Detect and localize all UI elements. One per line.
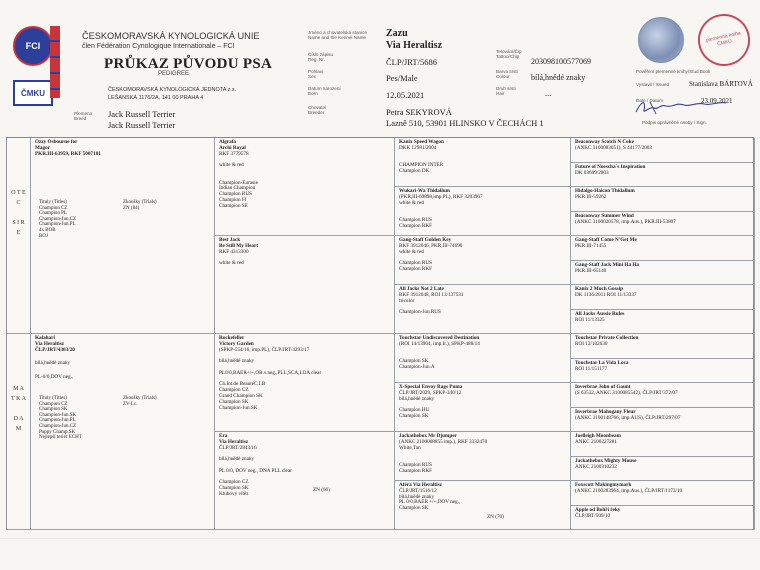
cell-line: Champion SK	[219, 398, 249, 405]
cell-line: CHAMPION INTER	[399, 162, 444, 169]
issue-date: 23.09.2021	[701, 97, 733, 105]
cell-line: Champion HU	[399, 407, 430, 414]
tattoo-label: Tetování/Čip Tattoo/Chip	[496, 49, 522, 59]
cell-line: Champion SK	[399, 505, 429, 512]
breed-line-1: Jack Russell Terrier	[108, 109, 176, 119]
breed-line-2: Jack Russell Terrier	[108, 120, 176, 130]
org-name: ČESKOMORAVSKÁ KYNOLOGICKÁ UNIE	[82, 31, 260, 41]
cell-line: Beaconway Scotch N Coke	[575, 139, 634, 145]
cell-line: Champion-Jun.RUS	[399, 309, 441, 316]
cell-line: Champion RKF	[399, 265, 433, 272]
cell-line: Inverbrae John of Gaunt	[575, 384, 631, 390]
cell-line: Champion DK	[399, 167, 430, 174]
cell-line: Foxscott Makingmymark	[575, 482, 632, 488]
cell-line: Klubový vítěz	[219, 490, 249, 497]
cell-line: bílá,hnědé znaky	[399, 395, 435, 402]
name-label: Jméno a chovatelská stanice Name and the Kennel Name	[308, 30, 367, 40]
gen4-cell	[571, 236, 755, 261]
great-grandparent-cell	[395, 236, 571, 285]
gen4-cell	[571, 310, 755, 334]
dam-color: bílá,hnědé znaky	[35, 360, 71, 367]
cell-line: Champion CZ	[219, 479, 249, 486]
cell-line: (ROI 14/13904, imp.Ir.), SPKP-488/14	[399, 340, 480, 347]
cell-line: PKR.III-59262	[575, 193, 607, 200]
dam-exams: Zkoušky (Trials) ZV-I.c.	[123, 396, 157, 407]
cell-line: Champion FI	[219, 196, 247, 203]
color-label: Barva srsti Colour	[496, 69, 518, 79]
gen4-cell	[571, 334, 755, 359]
org-member: člen Fédération Cynologique Internationale – FCI	[82, 43, 235, 50]
cell-line: X-Special Envoy Rags Puma	[399, 384, 463, 390]
cell-line: ČLP/JRT/2843/16	[219, 444, 257, 451]
cell-line: Champion SE	[219, 202, 248, 209]
color-value: bílá,hnědé znaky	[531, 73, 586, 82]
cell-line: Champion-Jun.SK	[219, 404, 258, 411]
cell-line: bílá,hnědé znaky	[399, 493, 435, 500]
cell-line: Beaconway Summer Wind	[575, 213, 634, 219]
cell-line: Best Jack	[219, 237, 241, 243]
breed-label: Plemeno Breed	[74, 111, 93, 121]
dog-name	[386, 28, 442, 52]
cell-line: Apple od Bohří řeky	[575, 507, 621, 513]
fold-line	[0, 538, 760, 539]
cell-line: Future of Noescha´s Inspiration	[575, 164, 646, 170]
cell-line: Grand Champion SK	[219, 392, 263, 399]
cell-line: (S 63532, ANKC 3100085542), ČLP/JRT/372/07	[575, 389, 678, 396]
jednota-line1: ČESKOMORAVSKÁ KYNOLOGICKÁ JEDNOTA z.s.	[108, 87, 237, 93]
cell-line: Victory Garden	[219, 340, 254, 347]
cell-line: bílá,hnědé znaky	[219, 456, 255, 463]
official-stamp: plemenná kniha ČMKU	[693, 9, 755, 71]
cell-line: White,Tan	[399, 444, 421, 451]
cell-line: (SPKP-554/16, imp.PL), ČLP/JRT/4293/17	[219, 346, 310, 353]
cell-line: PKR.III-71455	[575, 242, 607, 249]
cell-line: RKF 3912048, ROI 13/137531	[399, 291, 464, 298]
dob-label: Datum narození Born	[308, 86, 341, 96]
cell-line: DKK 12981/2004	[399, 144, 437, 151]
doc-subtitle: PEDIGREE	[158, 71, 190, 77]
cell-line: Champion RKF	[399, 222, 433, 229]
cell-line: Champion SK	[219, 485, 249, 492]
hologram-seal	[638, 17, 684, 63]
cell-line: Champion SK	[399, 412, 429, 419]
cell-line: PL 0/0, DOV neg., DNA PLL clear	[219, 467, 292, 474]
reg-value: ČLP/JRT/5686	[386, 57, 437, 67]
cell-line: ROI 11/151177	[575, 365, 608, 372]
cell-line: Kanix Speed Wagon	[399, 139, 444, 145]
cell-line: Era	[219, 433, 228, 439]
signature-label: Podpis oprávněné osoby / Sign.	[642, 120, 707, 125]
gen4-cell	[571, 212, 755, 236]
gen4-cell	[571, 261, 755, 285]
breeder-address: Lazně 510, 53901 HLINSKO V ČECHÁCH 1	[386, 118, 544, 128]
grandparent-cell	[215, 138, 395, 236]
cell-line: Rockefeller	[219, 335, 245, 341]
pedigree-table	[6, 137, 754, 530]
great-grandparent-text	[399, 483, 566, 512]
cell-line: (PKR,III-69898,imp.PL), RKF 3203967	[399, 193, 483, 200]
cell-line: Champion RUS	[219, 191, 253, 198]
great-grandparent-cell	[395, 383, 571, 432]
cell-line: ČLP/JRT/1516/12	[399, 487, 437, 494]
gen4-cell	[571, 481, 755, 506]
great-grandparent-cell	[395, 334, 571, 383]
reg-label: Číslo zápisu Reg. Nr.	[308, 52, 334, 62]
sire-titles: Tituly (Titles) Champion CZ Champion PL Champion-Jun.CZ Champion-Jun.PL 4x BOB BOJ	[39, 200, 77, 239]
cell-line: Champion RUS	[399, 260, 433, 267]
sex-value: Pes/Male	[386, 73, 418, 83]
stud-book-label: Pověření plemenné knihy/Stud Book	[636, 69, 711, 74]
signature	[632, 96, 732, 118]
cell-line: Jackathebox Mr Djumper	[399, 433, 457, 439]
sire-name: Ozzy Osbourne for Magor PKR.III-63959, RKF 5007181	[35, 139, 101, 157]
sire-exams: Zkoušky (Trials) ZN (84)	[123, 200, 157, 211]
cell-line: tricolor	[399, 297, 415, 304]
dob-value: 12.05.2021	[386, 90, 425, 100]
gen4-cell	[571, 408, 755, 432]
cell-line: Champion SK	[399, 358, 429, 365]
great-grandparent-cell	[395, 187, 571, 236]
cell-line: RKF 4313300	[219, 248, 249, 255]
cell-line: Touchstar Undiscovered Destination	[399, 335, 480, 341]
great-grandparent-extra: ZN (70)	[487, 514, 504, 520]
cell-line: Be Still My Heart	[219, 242, 259, 249]
gen4-cell	[571, 432, 755, 457]
cell-line: Champion-Eurasie	[219, 179, 258, 186]
cell-line: Ch.Int.de BeautéC.I.B	[219, 381, 266, 388]
great-grandparent-cell	[395, 285, 571, 334]
gen4-cell	[571, 359, 755, 383]
cell-line: ČLP/JRT/509/10	[575, 512, 611, 519]
cell-line: bílá,hnědé znaky	[219, 358, 255, 365]
sire-side-label: O T E C S I R E	[7, 138, 31, 334]
sex-label: Pohlaví Sex	[308, 69, 324, 79]
cell-line: ROI 12/102630	[575, 340, 608, 347]
gen4-cell	[571, 187, 755, 212]
cell-line: (ANKC 3100148766, imp.AUS), ČLP/JRT/297/07	[575, 414, 681, 421]
cell-line: ROI 11/13325	[575, 316, 605, 323]
grandparent-cell	[215, 432, 395, 530]
hair-value: ...	[545, 88, 552, 98]
gen4-cell	[571, 138, 755, 163]
cell-line: Archi Royal	[219, 144, 246, 151]
cell-line: Gang-Staff Come N'Get Me	[575, 237, 637, 243]
cmku-logo: ČMKU	[13, 80, 53, 106]
dam-name: Kalahari Via Heraltisz ČLP/JRT/4303/20	[35, 335, 75, 353]
cell-line: DK 1136/2011 ROI 11/13337	[575, 291, 637, 298]
great-grandparent-cell	[395, 138, 571, 187]
cell-line: Champion-Jun.A	[399, 363, 435, 370]
dam-side-label: M A T K A D A M	[7, 334, 31, 530]
great-grandparent-cell	[395, 432, 571, 481]
cell-line: ČLP/JRT/2029, SPKP-340/12	[399, 389, 462, 396]
cell-line: Joelleigh Moonbeam	[575, 433, 621, 439]
cell-line: Inverbrae Mahogany Fleur	[575, 409, 636, 415]
sire-cell	[31, 138, 215, 334]
cell-line: ANKC 2100227281	[575, 438, 617, 445]
cell-line: Via Heraltisz	[219, 438, 249, 445]
cell-line: Algrafa	[219, 139, 236, 145]
fold-line	[0, 137, 760, 138]
cell-line: Hidalgo-Haicon Thidallum	[575, 188, 635, 194]
issued-by: Stanislava BÁRTOVÁ	[689, 80, 753, 88]
cell-line: (ANKC 3100020578, imp.Aus.), PKR.III-53807	[575, 218, 676, 225]
jednota-line2: LEŠANSKÁ 1176/2A, 141 00 PRAHA 4	[108, 95, 204, 101]
cell-line: Jackathebox Mighty Mouse	[575, 458, 637, 464]
cell-line: Champion CZ	[219, 387, 249, 394]
cell-line: Wukari-Wa Thidallum	[399, 188, 450, 194]
cell-line: All Jacks Aussie Rules	[575, 311, 625, 317]
grandparent-cell	[215, 236, 395, 334]
cell-line: PL0/0,BAER+/+,OR.v.neg.,PLL,SCA,LOA clear	[219, 369, 322, 376]
gen4-cell	[571, 285, 755, 310]
cell-line: All Jacks Not 2 Late	[399, 286, 444, 292]
cell-line: (ANKC 3100083051), S 44177/2003	[575, 144, 652, 151]
cell-line: Champion RKF	[399, 467, 433, 474]
dam-titles: Tituly (Titles) Champion CZ Champion SK Champion-Jun.SK Champion-Jun.PL Champion-Jun.CZ Puppy Champ.SK Nejlepší teriér ECHT	[39, 396, 82, 441]
issued-label: Vystavil / Issued	[636, 82, 670, 87]
red-stripes	[50, 26, 60, 98]
cell-line: PKR.III-65140	[575, 267, 607, 274]
grandparent-cell	[215, 334, 395, 432]
cell-line: (ANKC 2100283964, imp.Aus.), ČLP/JRT/1173/10	[575, 487, 683, 494]
cell-line: white & red	[219, 162, 244, 169]
hair-label: Druh srsti Hair	[496, 86, 516, 96]
cell-line: Touchstar Private Collection	[575, 335, 639, 341]
dog-name-line-2: Via Heraltisz	[386, 40, 443, 51]
cell-line: white & red	[219, 260, 244, 267]
dog-name-line-1: Zazu	[386, 28, 408, 39]
cell-line: (ANKC 2100068855 imp.), RKF 3332470	[399, 438, 488, 445]
cell-line: Aféra Via Heraltisz	[399, 482, 442, 488]
cell-line: RKF 3912046, PKR,III-74690	[399, 242, 463, 249]
breeder-label: Chovatel Breeder	[308, 105, 327, 115]
gen4-cell	[571, 383, 755, 408]
gen4-cell	[571, 506, 755, 530]
cell-line: Touchstar La Vida Loca	[575, 360, 629, 366]
grandparent-text	[219, 434, 390, 498]
cell-line: Champion RUS	[399, 216, 433, 223]
cell-line: Kanix 2 Much Gossip	[575, 286, 623, 292]
cell-line: white & red	[399, 248, 424, 255]
cell-line: Indian Champion	[219, 185, 256, 192]
fci-logo: FCI	[13, 26, 53, 66]
doc-title: PRŮKAZ PŮVODU PSA	[104, 56, 273, 72]
dam-cell	[31, 334, 215, 530]
gen4-cell	[571, 163, 755, 187]
dam-health: PL-0/0,DOV neg.,	[35, 374, 74, 381]
date-label: Date / Datum	[636, 98, 664, 103]
cell-line: Champion RUS	[399, 461, 433, 468]
great-grandparent-cell	[395, 481, 571, 530]
cell-line: ANKC 2100310232	[575, 463, 617, 470]
cell-line: RKF 3779578	[219, 150, 249, 157]
cell-line: Gang-Staff Golden Key	[399, 237, 452, 243]
cell-line: Gang-Staff Jack Mini Ha Ha	[575, 262, 639, 268]
breeder-name: Petra SEKYROVÁ	[386, 107, 452, 117]
cell-line: DK 03699/2003	[575, 169, 609, 176]
gen4-cell	[571, 457, 755, 481]
cell-line: white & red	[399, 199, 424, 206]
grandparent-extra: ZN (66)	[313, 487, 330, 493]
cell-line: PL 0/0,BAER +/+,DOV neg.,	[399, 499, 461, 506]
chip-value: 203098100577069	[531, 57, 591, 66]
